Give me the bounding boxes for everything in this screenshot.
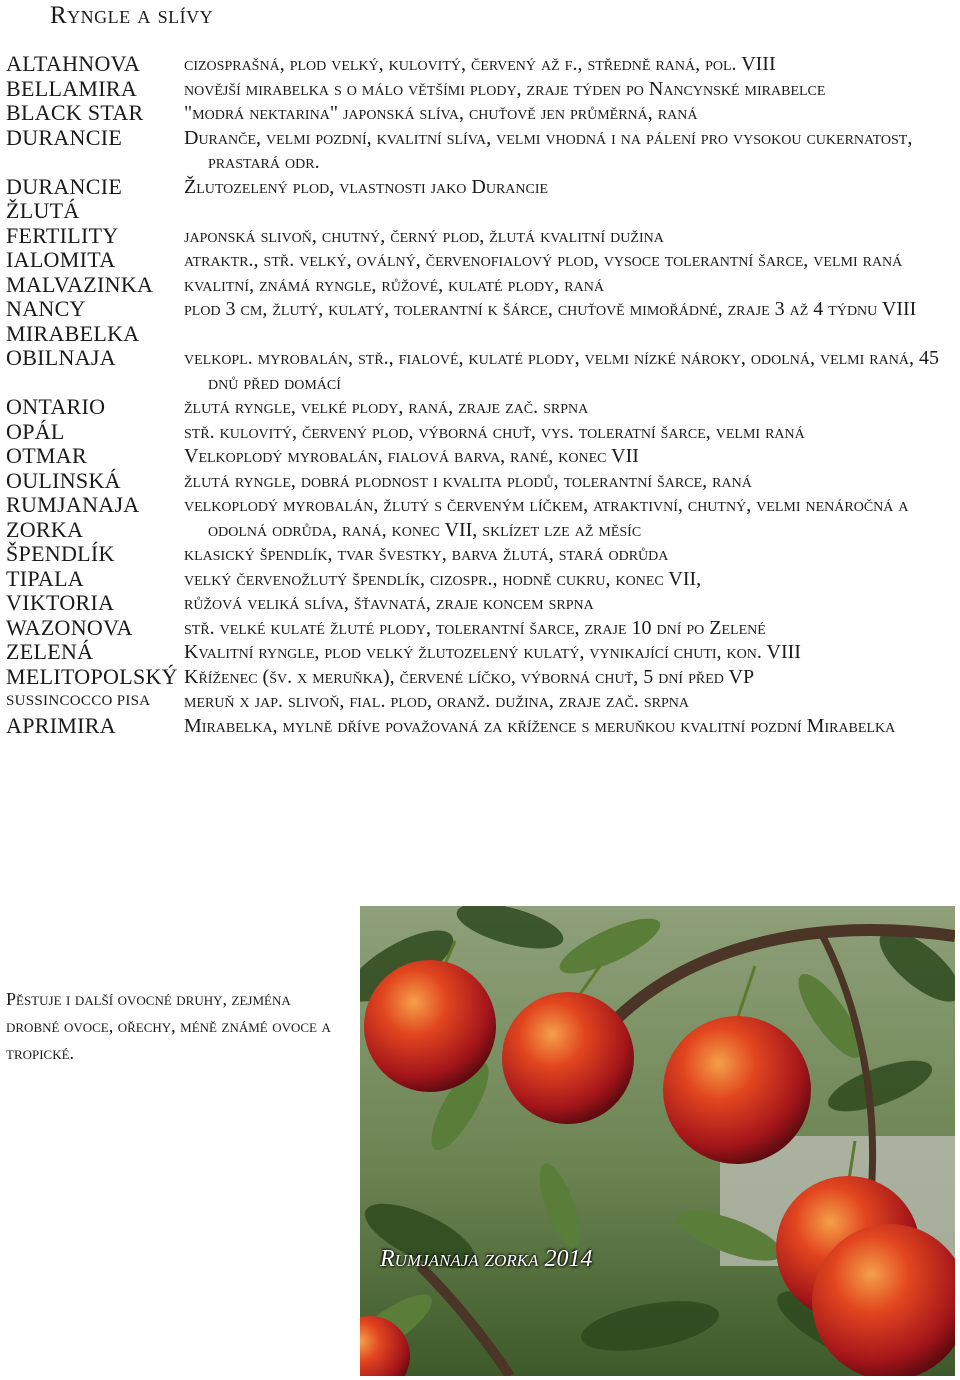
variety-description: Mirabelka, mylně dříve považovaná za křížence s meruňkou kvalitní pozdní Mirabelka xyxy=(184,714,896,737)
variety-description: velkopl. myrobalán, stř., fialové, kulaté plody, velmi nízké nároky, odolná, velmi raná, 45 dnů před domácí xyxy=(184,347,939,394)
footer-note: Pěstuje i další ovocné druhy, zejména drobné ovoce, ořechy, méně známé ovoce a tropické. xyxy=(6,989,331,1063)
variety-description: žlutá ryngle, velké plody, raná, zraje zač. srpna xyxy=(184,396,589,418)
variety-entry xyxy=(6,101,951,126)
variety-name: NANCY MIRABELKA xyxy=(6,296,140,346)
variety-entry xyxy=(6,469,951,494)
variety-description: Žlutozelený plod, vlastnosti jako Durancie xyxy=(184,175,549,198)
variety-name: FERTILITY xyxy=(6,222,119,248)
variety-name: APRIMIRA xyxy=(6,712,116,738)
variety-name: ZELENÁ xyxy=(6,639,94,664)
variety-description: meruň x jap. slivoň, fial. plod, oranž. dužina, zraje zač. srpna xyxy=(184,690,690,712)
variety-name: VIKTORIA xyxy=(6,590,115,615)
variety-description: japonská slivoň, chutný, černý plod, žlutá kvalitní dužina xyxy=(184,224,664,247)
page-title: Ryngle a slívy xyxy=(50,2,214,29)
variety-name: MELITOPOLSKÝ xyxy=(6,663,178,689)
variety-name: OPÁL xyxy=(6,418,65,444)
variety-description: cizosprašná, plod velký, kulovitý, červený až f., středně raná, pol. VIII xyxy=(184,53,776,75)
variety-name: DURANCIE ŽLUTÁ xyxy=(6,173,123,223)
variety-name: OBILNAJA xyxy=(6,345,116,370)
variety-entry xyxy=(6,714,951,739)
variety-name: BELLAMIRA xyxy=(6,75,138,101)
variety-description: klasický špendlík, tvar švestky, barva žlutá, stará odrůda xyxy=(184,543,669,565)
variety-description: atraktr., stř. velký, oválný, červenofialový plod, vysoce tolerantní šarce, velmi raná xyxy=(184,249,903,271)
variety-name: TIPALA xyxy=(6,565,84,591)
variety-name: RUMJANAJA ZORKA xyxy=(6,492,139,542)
variety-entry xyxy=(6,297,951,346)
variety-description: žlutá ryngle, dobrá plodnost i kvalita plodů, tolerantní šarce, raná xyxy=(184,469,752,492)
variety-description: růžová veliká slíva, šťavnatá, zraje koncem srpna xyxy=(184,592,594,614)
variety-name: ALTAHNOVA xyxy=(6,51,141,76)
variety-description: velkoplodý myrobalán, žlutý s červeným líčkem, atraktivní, chutný, velmi nenáročná a odolná odrůda, raná, konec VII, sklízet lze až měsíc xyxy=(184,494,909,541)
variety-name: WAZONOVA xyxy=(6,614,133,640)
variety-entry xyxy=(6,346,951,395)
variety-name: ŠPENDLÍK xyxy=(6,541,115,566)
variety-description: kvalitní, známá ryngle, růžové, kulaté plody, raná xyxy=(184,273,604,296)
variety-name: MALVAZINKA xyxy=(6,271,154,297)
variety-entry xyxy=(6,689,951,714)
fruit-photo xyxy=(360,906,955,1376)
variety-entry xyxy=(6,665,951,690)
variety-entry xyxy=(6,273,951,298)
variety-description: velký červenožlutý špendlík, cizospr., hodně cukru, konec VII, xyxy=(184,567,702,590)
variety-entry xyxy=(6,591,951,616)
variety-entry xyxy=(6,175,951,224)
variety-description: plod 3 cm, žlutý, kulatý, tolerantní k šárce, chuťově mimořádné, zraje 3 až 4 týdnu VIII xyxy=(184,298,917,320)
variety-entry xyxy=(6,420,951,445)
variety-entry xyxy=(6,126,951,175)
variety-entry xyxy=(6,395,951,420)
variety-description: stř. kulovitý, červený plod, výborná chuť, vys. toleratní šarce, velmi raná xyxy=(184,420,805,443)
variety-entry xyxy=(6,640,951,665)
variety-description: Velkoplodý myrobalán, fialová barva, rané, konec VII xyxy=(184,445,639,467)
variety-name: ONTARIO xyxy=(6,394,106,419)
variety-description: Kříženec (šv. x meruňka), červené líčko, výborná chuť, 5 dní před VP xyxy=(184,665,755,688)
variety-name: DURANCIE xyxy=(6,124,123,150)
variety-entry xyxy=(6,493,951,542)
variety-list xyxy=(6,52,951,738)
variety-entry xyxy=(6,77,951,102)
variety-entry xyxy=(6,542,951,567)
variety-name: SUSSINCOCCO PISA xyxy=(6,693,151,709)
variety-description: Duranče, velmi pozdní, kvalitní slíva, velmi vhodná i na pálení pro vysokou cukernatost, prastará odr. xyxy=(184,126,913,173)
variety-entry xyxy=(6,444,951,469)
variety-entry xyxy=(6,224,951,249)
variety-description: novější mirabelka s o málo většími plody, zraje týden po Nancynské mirabelce xyxy=(184,77,826,100)
variety-name: IALOMITA xyxy=(6,247,116,272)
variety-name: OTMAR xyxy=(6,443,87,468)
variety-entry xyxy=(6,248,951,273)
variety-description: stř. velké kulaté žluté plody, tolerantní šarce, zraje 10 dní po Zelené xyxy=(184,616,766,639)
photo-caption: Rumjanaja zorka 2014 xyxy=(380,1246,593,1272)
variety-name: OULINSKÁ xyxy=(6,467,121,493)
variety-entry xyxy=(6,567,951,592)
variety-name: BLACK STAR xyxy=(6,100,144,125)
variety-description: Kvalitní ryngle, plod velký žlutozelený kulatý, vynikající chuti, kon. VIII xyxy=(184,641,801,663)
variety-entry xyxy=(6,52,951,77)
plum-photo-image xyxy=(360,906,955,1376)
variety-entry xyxy=(6,616,951,641)
variety-description: "modrá nektarina" japonská slíva, chuťově jen průměrná, raná xyxy=(184,102,698,124)
